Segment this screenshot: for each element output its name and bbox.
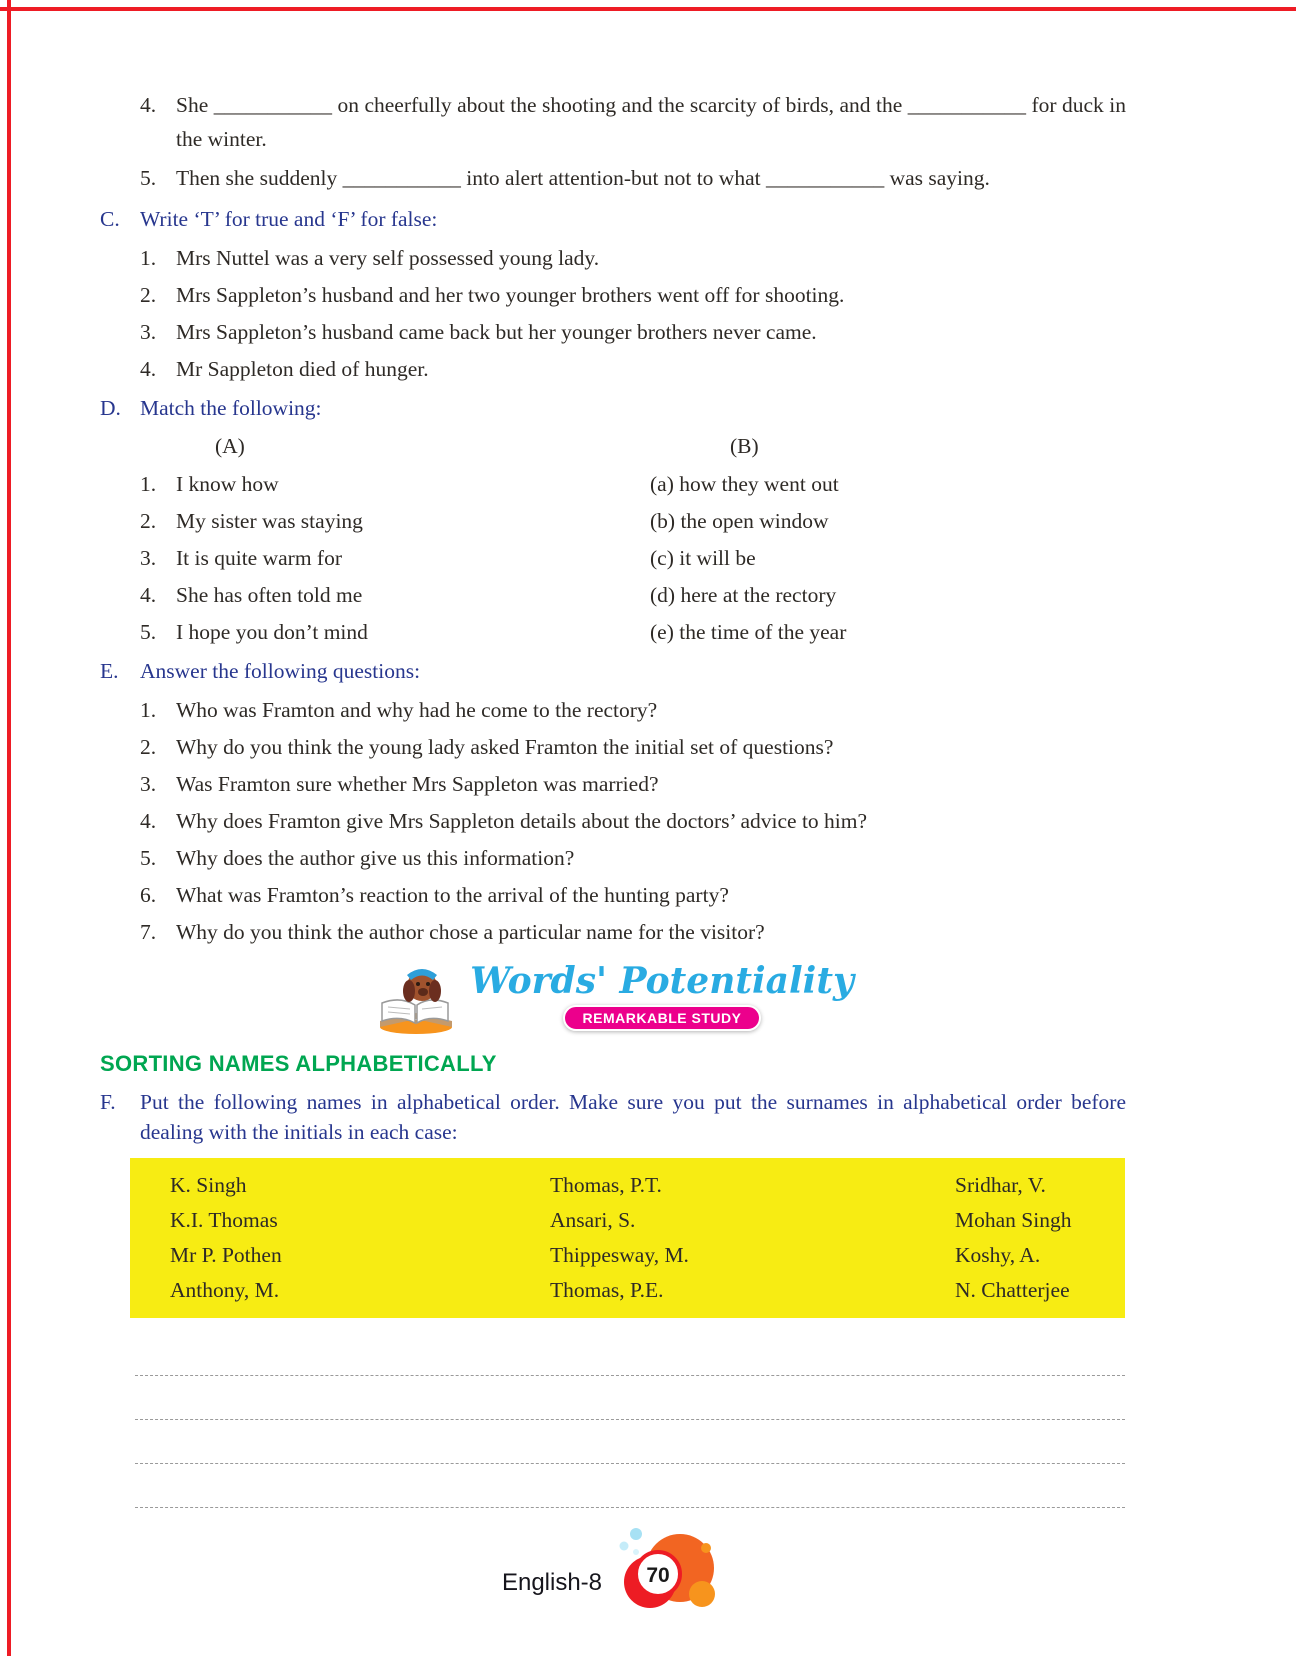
- match-left-text: She has often told me: [176, 583, 363, 607]
- answer-line: [135, 1464, 1125, 1508]
- match-right-text: (a) how they went out: [650, 472, 839, 496]
- item-number: 1.: [140, 246, 157, 270]
- item-number: 4.: [140, 357, 157, 381]
- item-text: Mrs Sappleton’s husband came back but her younger brothers never came.: [176, 320, 817, 344]
- item-number: 4.: [140, 583, 157, 607]
- match-row: [140, 619, 1126, 645]
- item-text: Then she suddenly ___________ into alert attention-but not to what ___________ was saying.: [176, 166, 990, 190]
- names-table: [130, 1158, 1125, 1318]
- item-text: She ___________ on cheerfully about the shooting and the scarcity of birds, and the ___________ for duck in the winter.: [176, 93, 1126, 151]
- match-right-text: (e) the time of the year: [650, 620, 847, 644]
- list-item: [140, 697, 1126, 723]
- mascot-icon: [372, 961, 460, 1041]
- item-number: 1.: [140, 472, 157, 496]
- section-f-heading: [100, 1087, 1126, 1147]
- item-text: What was Framton’s reaction to the arrival of the hunting party?: [176, 883, 729, 907]
- item-text: Why do you think the author chose a particular name for the visitor?: [176, 920, 765, 944]
- item-number: 5.: [140, 620, 157, 644]
- match-left-text: It is quite warm for: [176, 546, 342, 570]
- section-title: Answer the following questions:: [140, 659, 421, 683]
- match-right-text: (c) it will be: [650, 546, 756, 570]
- answer-line: [135, 1376, 1125, 1420]
- list-item: [140, 845, 1126, 871]
- item-number: 5.: [140, 846, 157, 870]
- list-item: [140, 808, 1126, 834]
- table-cell: K. Singh: [170, 1173, 247, 1197]
- match-row: [140, 545, 1126, 571]
- column-a-header: (A): [215, 434, 245, 458]
- list-item: [140, 734, 1126, 760]
- list-item: [140, 882, 1126, 908]
- match-column-headers: [140, 434, 1126, 459]
- section-letter: C.: [100, 207, 120, 231]
- match-left-text: My sister was staying: [176, 509, 363, 533]
- list-item: [140, 245, 1126, 271]
- page-footer: [100, 1522, 1126, 1624]
- item-text: Was Framton sure whether Mrs Sappleton was married?: [176, 772, 659, 796]
- section-letter: F.: [100, 1090, 116, 1114]
- item-text: Who was Framton and why had he come to the rectory?: [176, 698, 658, 722]
- match-left-text: I hope you don’t mind: [176, 620, 368, 644]
- item-text: Why does the author give us this information?: [176, 846, 575, 870]
- page-border-left: [7, 0, 11, 1656]
- table-cell: Mr P. Pothen: [170, 1243, 282, 1267]
- answer-line: [135, 1332, 1125, 1376]
- answer-line: [135, 1420, 1125, 1464]
- table-cell: Mohan Singh: [955, 1208, 1072, 1232]
- item-number: 3.: [140, 546, 157, 570]
- table-cell: N. Chatterjee: [955, 1278, 1070, 1302]
- table-cell: Ansari, S.: [550, 1208, 636, 1232]
- section-letter: E.: [100, 659, 119, 683]
- publisher-logo-icon: [602, 1522, 724, 1624]
- item-number: 2.: [140, 735, 157, 759]
- table-cell: Thippesway, M.: [550, 1243, 689, 1267]
- match-row: [140, 508, 1126, 534]
- words-potentiality-banner: [100, 961, 1126, 1041]
- list-item: [140, 771, 1126, 797]
- item-number: 3.: [140, 320, 157, 344]
- banner-badge: REMARKABLE STUDY: [563, 1005, 762, 1031]
- list-item: [140, 356, 1126, 382]
- item-text: Why does Framton give Mrs Sappleton details about the doctors’ advice to him?: [176, 809, 868, 833]
- table-row: [170, 1203, 1125, 1238]
- section-d-heading: [100, 393, 1126, 423]
- fill-blank-item: [140, 88, 1126, 156]
- list-item: [140, 319, 1126, 345]
- table-row: [170, 1168, 1125, 1203]
- item-text: Mr Sappleton died of hunger.: [176, 357, 429, 381]
- item-number: 2.: [140, 509, 157, 533]
- item-number: 2.: [140, 283, 157, 307]
- section-c-heading: [100, 204, 1126, 234]
- page-number: 70: [646, 1564, 670, 1587]
- banner-title: Words' Potentiality: [470, 960, 854, 1002]
- page-content: [100, 88, 1126, 1624]
- list-item: [140, 282, 1126, 308]
- table-cell: Sridhar, V.: [955, 1173, 1046, 1197]
- table-cell: Thomas, P.E.: [550, 1278, 664, 1302]
- match-right-text: (b) the open window: [650, 509, 829, 533]
- item-number: 3.: [140, 772, 157, 796]
- match-right-text: (d) here at the rectory: [650, 583, 837, 607]
- table-row: [170, 1238, 1125, 1273]
- fill-blank-item: [140, 161, 1126, 195]
- item-text: Mrs Sappleton’s husband and her two younger brothers went off for shooting.: [176, 283, 845, 307]
- list-item: [140, 919, 1126, 945]
- item-number: 1.: [140, 698, 157, 722]
- match-row: [140, 582, 1126, 608]
- item-number: 6.: [140, 883, 157, 907]
- sorting-heading: SORTING NAMES ALPHABETICALLY: [100, 1051, 497, 1076]
- item-number: 4.: [140, 809, 157, 833]
- book-title-label: English-8: [501, 1569, 603, 1596]
- section-letter: D.: [100, 396, 121, 420]
- item-text: Mrs Nuttel was a very self possessed young lady.: [176, 246, 600, 270]
- section-e-heading: [100, 656, 1126, 686]
- section-instruction: Put the following names in alphabetical order. Make sure you put the surnames in alphabetical order before dealing with the initials in each case:: [140, 1090, 1126, 1144]
- match-row: [140, 471, 1126, 497]
- true-false-list: [140, 245, 1126, 382]
- item-number: 5.: [140, 166, 157, 190]
- item-number: 7.: [140, 920, 157, 944]
- column-b-header: (B): [730, 434, 759, 458]
- item-text: Why do you think the young lady asked Framton the initial set of questions?: [176, 735, 834, 759]
- section-title: Write ‘T’ for true and ‘F’ for false:: [140, 207, 438, 231]
- table-cell: K.I. Thomas: [170, 1208, 278, 1232]
- table-row: [170, 1273, 1125, 1308]
- page-border-top: [0, 7, 1296, 11]
- questions-list: [140, 697, 1126, 945]
- table-cell: Anthony, M.: [170, 1278, 280, 1302]
- item-number: 4.: [140, 93, 157, 117]
- table-cell: Thomas, P.T.: [550, 1173, 662, 1197]
- section-title: Match the following:: [140, 396, 322, 420]
- answer-lines: [135, 1332, 1125, 1508]
- match-left-text: I know how: [176, 472, 279, 496]
- match-the-following: [140, 434, 1126, 645]
- table-cell: Koshy, A.: [955, 1243, 1041, 1267]
